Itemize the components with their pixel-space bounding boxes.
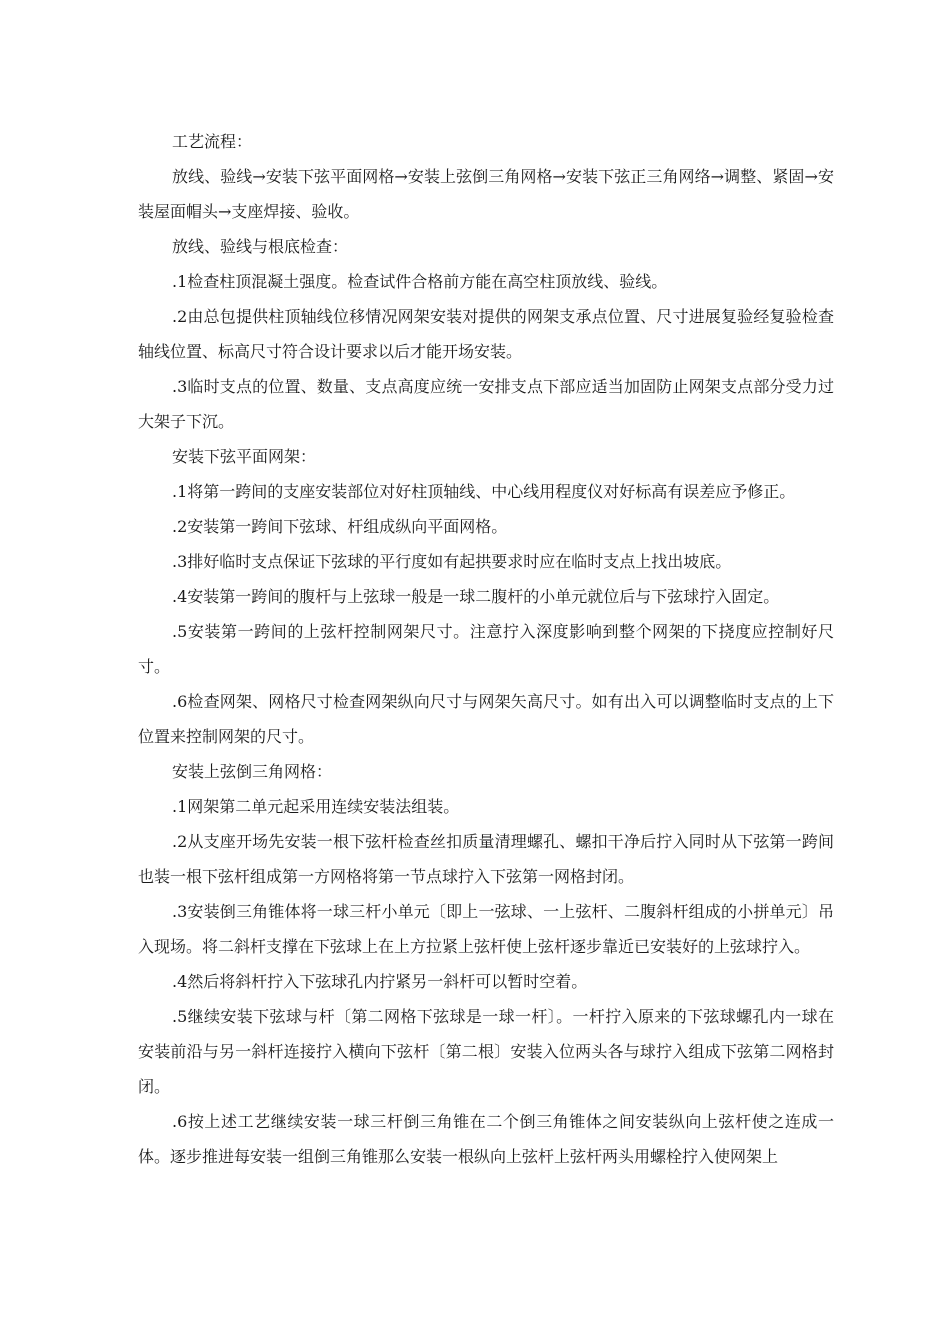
paragraph-upper-chord-6: .6按上述工艺继续安装一球三杆倒三角锥在二个倒三角锥体之间安装纵向上弦杆使之连成一体。逐步推进每安装一组倒三角锥那么安装一根纵向上弦杆上弦杆两头用螺栓拧入使网架上	[138, 1112, 834, 1166]
paragraph-upper-chord-1: .1网架第二单元起采用连续安装法组装。	[172, 797, 460, 816]
paragraph-upper-chord-3: .3安装倒三角锥体将一球三杆小单元〔即上一弦球、一上弦杆、二腹斜杆组成的小拼单元〕吊入现场。将二斜杆支撑在下弦球上在上方拉紧上弦杆使上弦杆逐步靠近已安装好的上弦球拧入。	[138, 902, 834, 956]
paragraph-layout-3: .3临时支点的位置、数量、支点高度应统一安排支点下部应适当加固防止网架支点部分受力过大架子下沉。	[138, 377, 834, 431]
paragraph-lower-chord-4: .4安装第一跨间的腹杆与上弦球一般是一球二腹杆的小单元就位后与下弦球拧入固定。	[172, 587, 780, 606]
section-heading-upper-chord: 安装上弦倒三角网格：	[172, 762, 333, 781]
paragraph-process-steps: 放线、验线→安装下弦平面网格→安装上弦倒三角网格→安装下弦正三角网络→调整、紧固→安装屋面帽头→支座焊接、验收。	[138, 167, 834, 221]
paragraph-upper-chord-2: .2从支座开场先安装一根下弦杆检查丝扣质量清理螺孔、螺扣干净后拧入同时从下弦第一跨间也装一根下弦杆组成第一方网格将第一节点球拧入下弦第一网格封闭。	[138, 832, 834, 886]
paragraph-lower-chord-2: .2安装第一跨间下弦球、杆组成纵向平面网格。	[172, 517, 508, 536]
paragraph-upper-chord-4: .4然后将斜杆拧入下弦球孔内拧紧另一斜杆可以暂时空着。	[172, 972, 588, 991]
section-heading-lower-chord: 安装下弦平面网架：	[172, 447, 317, 466]
paragraph-lower-chord-6: .6检查网架、网格尺寸检查网架纵向尺寸与网架矢高尺寸。如有出入可以调整临时支点的上下位置来控制网架的尺寸。	[138, 692, 834, 746]
paragraph-lower-chord-1: .1将第一跨间的支座安装部位对好柱顶轴线、中心线用程度仪对好标高有误差应予修正。	[172, 482, 796, 501]
paragraph-lower-chord-3: .3排好临时支点保证下弦球的平行度如有起拱要求时应在临时支点上找出坡底。	[172, 552, 732, 571]
section-heading-process-flow: 工艺流程：	[172, 132, 253, 151]
paragraph-layout-1: .1检查柱顶混凝土强度。检查试件合格前方能在高空柱顶放线、验线。	[172, 272, 668, 291]
document-body	[138, 124, 834, 1174]
section-heading-layout-check: 放线、验线与根底检查：	[172, 237, 349, 256]
paragraph-lower-chord-5: .5安装第一跨间的上弦杆控制网架尺寸。注意拧入深度影响到整个网架的下挠度应控制好尺寸。	[138, 622, 834, 676]
paragraph-upper-chord-5: .5继续安装下弦球与杆〔第二网格下弦球是一球一杆〕。一杆拧入原来的下弦球螺孔内一球在安装前沿与另一斜杆连接拧入横向下弦杆〔第二根〕安装入位两头各与球拧入组成下弦第二网格封闭。	[138, 1007, 834, 1096]
paragraph-layout-2: .2由总包提供柱顶轴线位移情况网架安装对提供的网架支承点位置、尺寸进展复验经复验检查轴线位置、标高尺寸符合设计要求以后才能开场安装。	[138, 307, 834, 361]
